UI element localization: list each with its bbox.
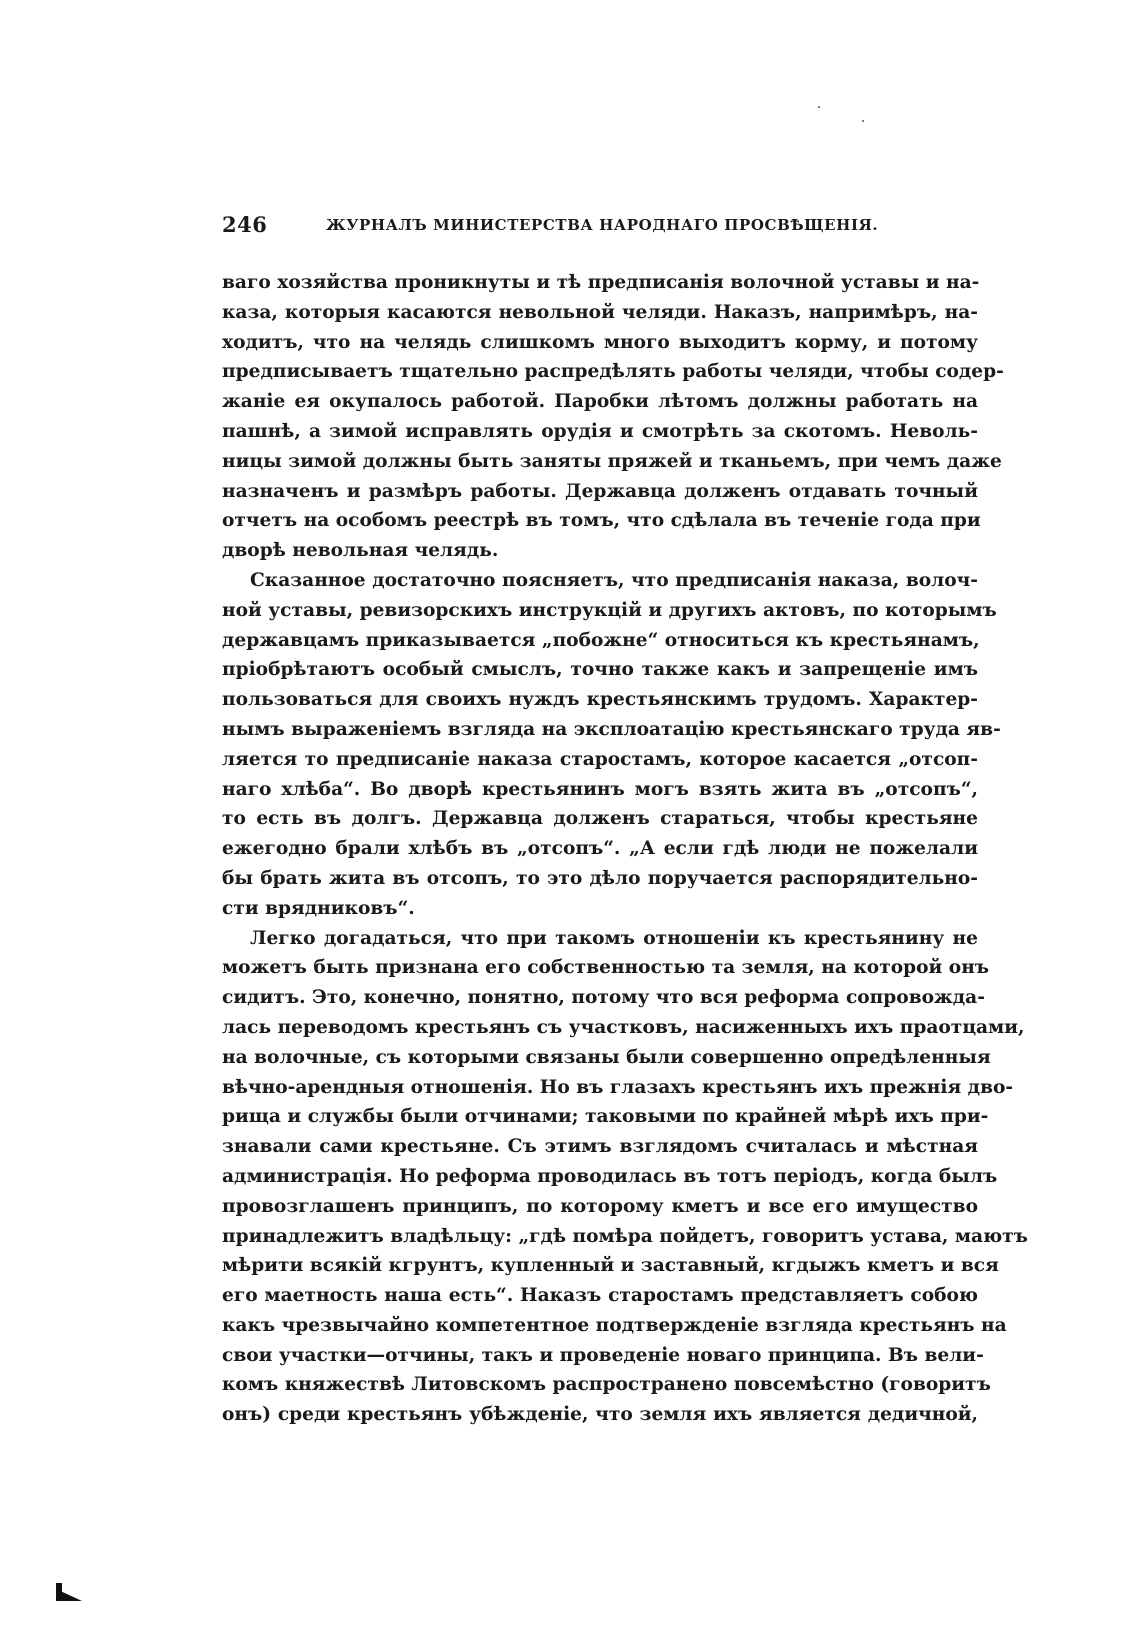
text-line: наго хлѣба“. Во дворѣ крестьянинъ могъ взять жита въ „отсопъ“, bbox=[222, 778, 978, 800]
text-line: пашнѣ, а зимой исправлять орудія и смотрѣть за скотомъ. Неволь- bbox=[222, 420, 978, 442]
text-line: каза, которыя касаются невольной челяди. Наказъ, напримѣръ, на- bbox=[222, 301, 978, 323]
text-line: мѣрити всякій кгрунтъ, купленный и заставный, кгдыжъ кметъ и вся bbox=[222, 1255, 999, 1277]
page-header bbox=[222, 212, 978, 242]
text-line: ляется то предписаніе наказа старостамъ, которое касается „отсоп- bbox=[222, 748, 978, 770]
paragraph-first-line: Сказанное достаточно поясняетъ, что предписанія наказа, волоч- bbox=[250, 569, 978, 591]
body-text bbox=[222, 268, 1028, 1430]
page-number: 246 bbox=[222, 212, 268, 237]
text-line: свои участки—отчины, такъ и проведеніе новаго принципа. Въ вели- bbox=[222, 1344, 984, 1366]
text-line: провозглашенъ принципъ, по которому кметъ и все его имущество bbox=[222, 1195, 978, 1217]
text-line: нымъ выраженіемъ взгляда на эксплоатацію крестьянскаго труда яв- bbox=[222, 718, 1001, 740]
text-line: онъ) среди крестьянъ убѣжденіе, что земля ихъ является дедичной, bbox=[222, 1404, 978, 1426]
text-line: администрація. Но реформа проводилась въ тотъ періодъ, когда былъ bbox=[222, 1165, 998, 1187]
text-line: какъ чрезвычайно компетентное подтвержденіе взгляда крестьянъ на bbox=[222, 1314, 1007, 1336]
text-line: комъ княжествѣ Литовскомъ распространено повсемѣстно (говоритъ bbox=[222, 1374, 991, 1396]
text-line: сидитъ. Это, конечно, понятно, потому что вся реформа сопровожда- bbox=[222, 987, 985, 1009]
text-line: его маетность наша есть“. Наказъ старостамъ представляетъ собою bbox=[222, 1285, 978, 1307]
text-line: сти врядниковъ“. bbox=[222, 897, 415, 919]
text-line: державцамъ приказывается „побожне“ относиться къ крестьянамъ, bbox=[222, 629, 980, 651]
paragraph-first-line: Легко догадаться, что при такомъ отношеніи къ крестьянину не bbox=[250, 927, 978, 949]
text-line: принадлежитъ владѣльцу: „гдѣ помѣра пойдетъ, говоритъ устава, маютъ bbox=[222, 1225, 1028, 1247]
scan-speck bbox=[862, 120, 864, 122]
text-line: пользоваться для своихъ нуждъ крестьянскимъ трудомъ. Характер- bbox=[222, 689, 978, 711]
corner-arrow-icon bbox=[56, 1583, 82, 1601]
text-line: отчетъ на особомъ реестрѣ въ томъ, что сдѣлала въ теченіе года при bbox=[222, 510, 981, 532]
text-line: лась переводомъ крестьянъ съ участковъ, насиженныхъ ихъ праотцами, bbox=[222, 1016, 1025, 1038]
text-line: ваго хозяйства проникнуты и тѣ предписанія волочной уставы и на- bbox=[222, 272, 980, 293]
scan-speck bbox=[818, 106, 820, 108]
text-line: ной уставы, ревизорскихъ инструкцій и другихъ актовъ, по которымъ bbox=[222, 599, 997, 621]
text-line: рища и службы были отчинами; таковыми по крайней мѣрѣ ихъ при- bbox=[222, 1106, 989, 1128]
text-line: жаніе ея окупалось работой. Паробки лѣтомъ должны работать на bbox=[222, 391, 978, 413]
text-line: бы брать жита въ отсопъ, то это дѣло поручается распорядительно- bbox=[222, 867, 978, 889]
text-line: можетъ быть признана его собственностью та земля, на которой онъ bbox=[222, 957, 990, 979]
text-line: вѣчно-арендныя отношенія. Но въ глазахъ крестьянъ ихъ прежнія дво- bbox=[222, 1076, 1014, 1098]
text-line: ежегодно брали хлѣбъ въ „отсопъ“. „А если гдѣ люди не пожелали bbox=[222, 838, 978, 860]
text-line: то есть въ долгъ. Державца долженъ стараться, чтобы крестьяне bbox=[222, 808, 978, 830]
text-line: дворѣ невольная челядь. bbox=[222, 540, 499, 562]
text-line: знавали сами крестьяне. Съ этимъ взглядомъ считалась и мѣстная bbox=[222, 1136, 978, 1158]
text-line: назначенъ и размѣръ работы. Державца долженъ отдавать точный bbox=[222, 480, 978, 502]
text-line: на волочные, съ которыми связаны были совершенно опредѣленныя bbox=[222, 1046, 991, 1068]
text-line: пріобрѣтаютъ особый смыслъ, точно также какъ и запрещеніе имъ bbox=[222, 659, 978, 681]
text-line: ходитъ, что на челядь слишкомъ много выходитъ корму, и потому bbox=[222, 331, 978, 353]
text-line: предписываетъ тщательно распредѣлять работы челяди, чтобы содер- bbox=[222, 361, 1004, 383]
running-title: ЖУРНАЛЪ МИНИСТЕРСТВА НАРОДНАГО ПРОСВѢЩЕНІЯ. bbox=[326, 216, 879, 234]
text-line: ницы зимой должны быть заняты пряжей и тканьемъ, при чемъ даже bbox=[222, 450, 1002, 472]
